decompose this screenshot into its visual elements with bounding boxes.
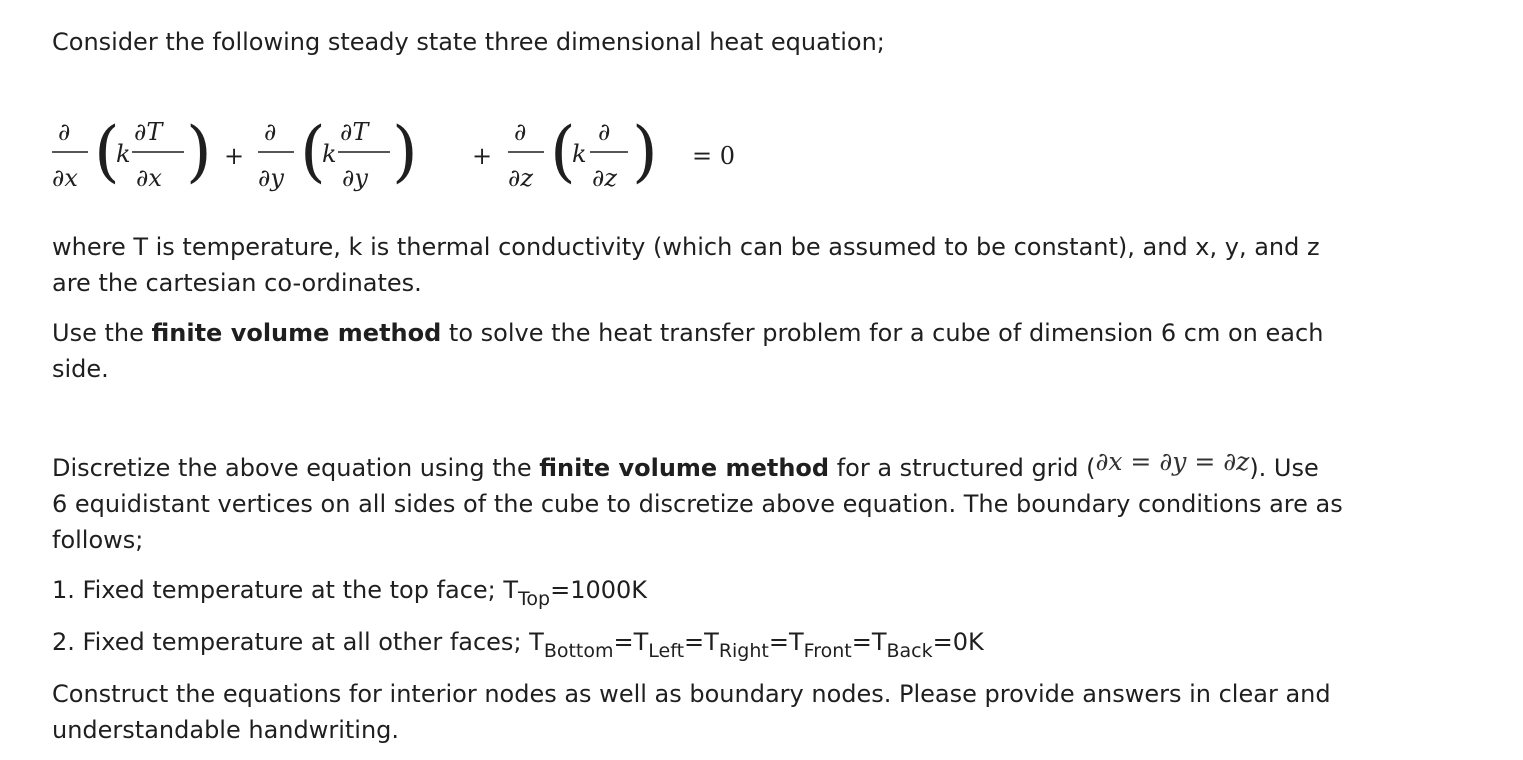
bc2-sub-back: Back xyxy=(886,640,933,662)
eq-partial-3: ∂ xyxy=(514,118,527,146)
use-fvm-bold: finite volume method xyxy=(151,319,442,347)
where-line-1: where T is temperature, k is thermal conductivity (which can be assumed to be constant), and x, y, and z xyxy=(52,233,1320,261)
eq-equals-zero: = 0 xyxy=(692,142,736,170)
eq-dx-1: ∂x xyxy=(52,164,78,192)
bc2-pre: 2. Fixed temperature at all other faces; T xyxy=(52,628,544,656)
construct-line-1: Construct the equations for interior nodes as well as boundary nodes. Please provide answers in clear and xyxy=(52,680,1331,708)
eq-lparen-3: ( xyxy=(550,113,576,190)
eq-partial-2: ∂ xyxy=(264,118,277,146)
bc2-sub-front: Front xyxy=(803,640,852,662)
eq-dT-1: ∂T xyxy=(134,118,163,146)
eq-dy-2: ∂y xyxy=(258,164,284,192)
bc2-t-front: =T xyxy=(768,628,804,656)
discretize-line-3: follows; xyxy=(52,526,144,554)
bc2-sub-right: Right xyxy=(718,640,769,662)
bc2-sub-bottom: Bottom xyxy=(543,640,614,662)
use-fvm-post: to solve the heat transfer problem for a cube of dimension 6 cm on each xyxy=(441,319,1324,347)
eq-dz-3: ∂z xyxy=(508,164,534,192)
bc2-sub-left: Left xyxy=(648,640,685,662)
eq-partial-3b: ∂ xyxy=(598,118,611,146)
eq-k-3: k xyxy=(572,140,587,168)
eq-rparen-1: ) xyxy=(186,113,212,190)
discretize-mid: for a structured grid ( xyxy=(829,454,1096,482)
eq-partial-1: ∂ xyxy=(58,118,71,146)
heat-equation xyxy=(52,108,772,208)
grid-spacing-math: ∂x = ∂y = ∂z xyxy=(1095,447,1250,476)
eq-plus-1: + xyxy=(224,142,245,170)
eq-lparen-1: ( xyxy=(94,113,120,190)
bc2-t-left: =T xyxy=(613,628,649,656)
eq-k-2: k xyxy=(322,140,337,168)
discretize-line-1 xyxy=(52,447,1319,486)
eq-rparen-2: ) xyxy=(392,113,418,190)
where-line-2: are the cartesian co-ordinates. xyxy=(52,269,422,297)
eq-dz-3b: ∂z xyxy=(592,164,618,192)
eq-k-1: k xyxy=(116,140,131,168)
use-fvm-line-1 xyxy=(52,315,1323,351)
use-fvm-pre: Use the xyxy=(52,319,152,347)
intro-text: Consider the following steady state three dimensional heat equation; xyxy=(52,28,885,56)
bc2-post: =0K xyxy=(932,628,984,656)
bc1-sub-top: Top xyxy=(518,588,551,610)
bc2-t-back: =T xyxy=(851,628,887,656)
use-fvm-line-2: side. xyxy=(52,355,109,383)
bc1-post: =1000K xyxy=(550,576,648,604)
bc1-pre: 1. Fixed temperature at the top face; T xyxy=(52,576,519,604)
eq-dy-2b: ∂y xyxy=(342,164,368,192)
boundary-condition-2 xyxy=(52,624,984,662)
eq-dx-1b: ∂x xyxy=(136,164,162,192)
bc2-t-right: =T xyxy=(684,628,719,656)
discretize-pre: Discretize the above equation using the xyxy=(52,454,540,482)
discretize-bold: finite volume method xyxy=(539,454,830,482)
eq-lparen-2: ( xyxy=(300,113,326,190)
eq-rparen-3: ) xyxy=(632,113,658,190)
discretize-line-2: 6 equidistant vertices on all sides of the cube to discretize above equation. The boundary conditions are as xyxy=(52,490,1343,518)
eq-dT-2: ∂T xyxy=(340,118,369,146)
eq-plus-2: + xyxy=(472,142,493,170)
construct-line-2: understandable handwriting. xyxy=(52,716,400,744)
boundary-condition-1 xyxy=(52,572,647,610)
discretize-post: ). Use xyxy=(1249,454,1319,482)
